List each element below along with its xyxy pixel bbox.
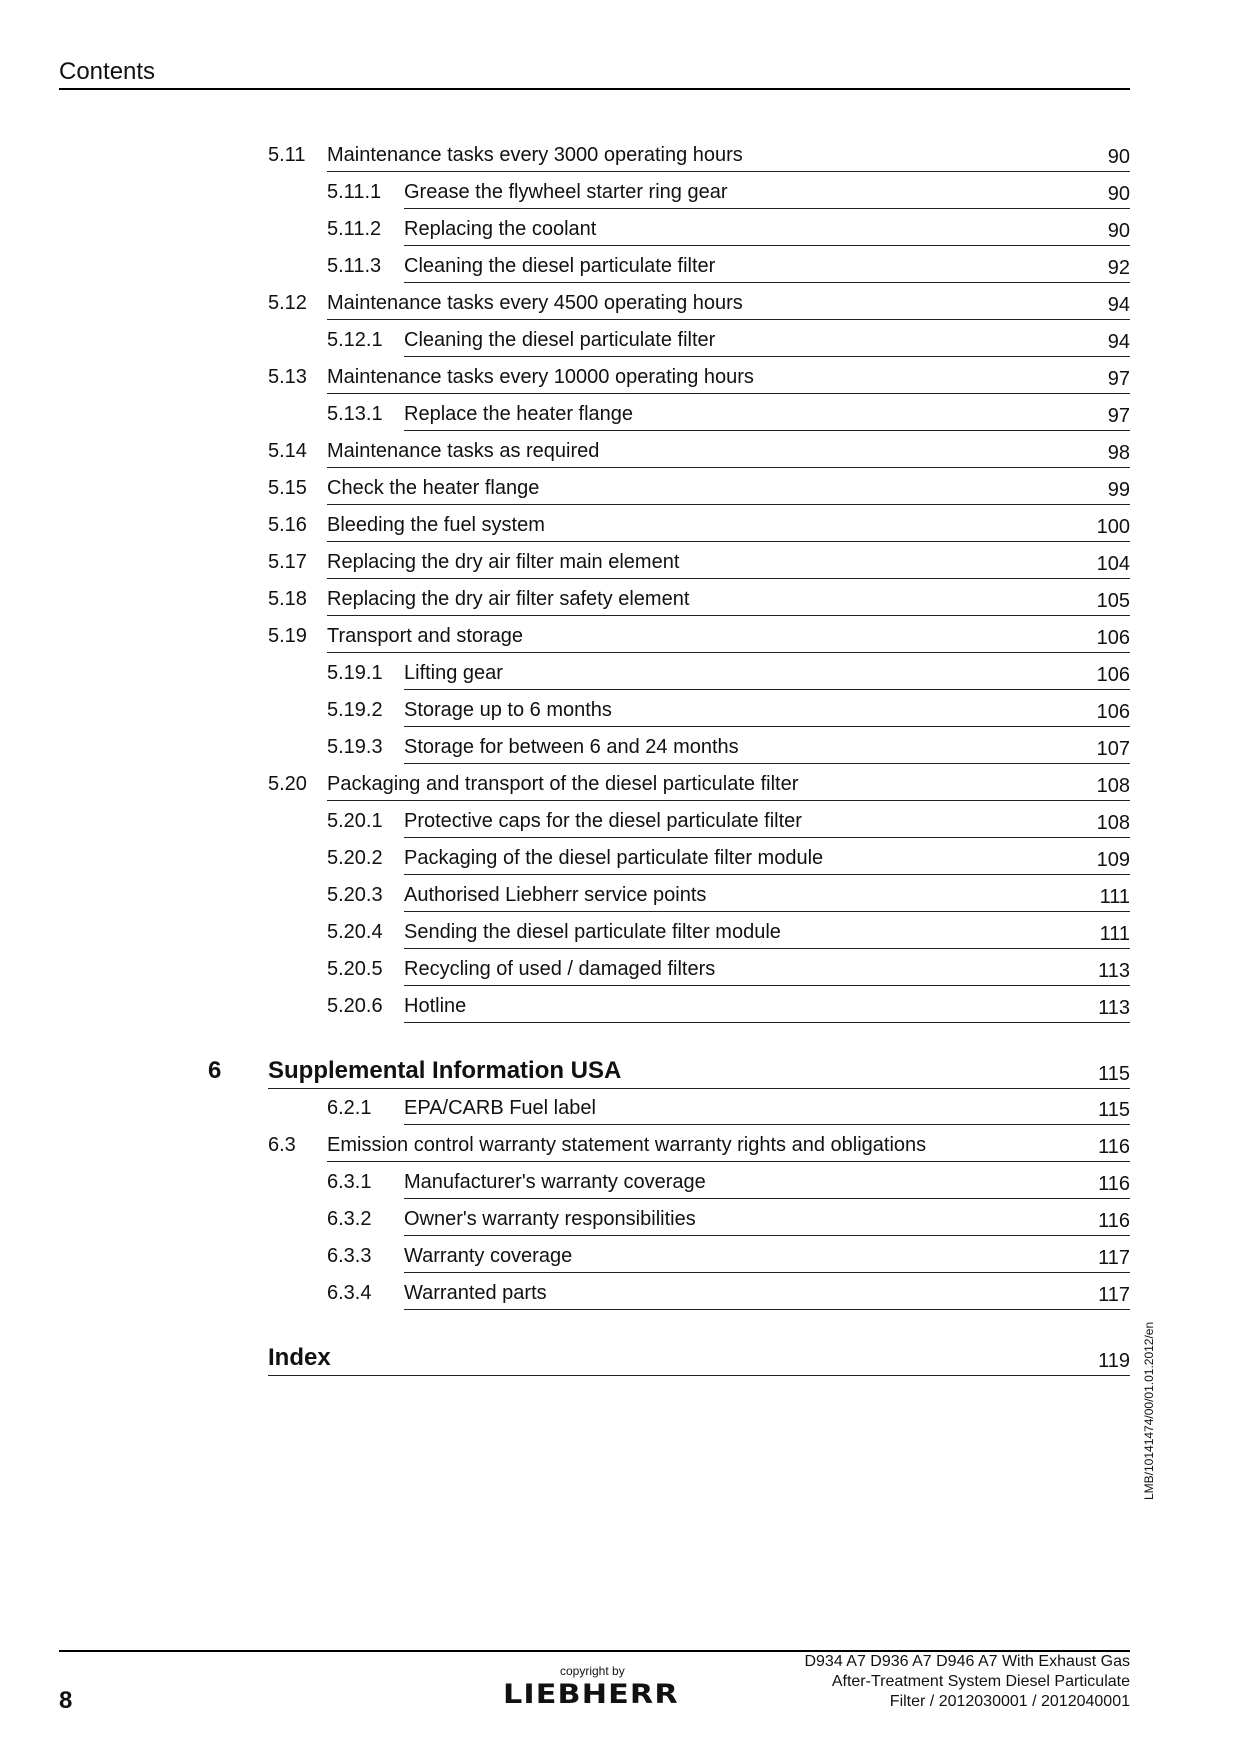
toc-entry[interactable]	[0, 144, 1241, 184]
toc-entry-rule	[327, 1161, 1130, 1162]
toc-entry-rule	[404, 1198, 1130, 1199]
toc-entry-title: Maintenance tasks as required	[327, 440, 600, 462]
toc-entry-page: 107	[1096, 738, 1130, 760]
toc-entry[interactable]	[0, 1282, 1241, 1322]
toc-entry-page: 90	[1107, 146, 1130, 168]
toc-entry-rule	[404, 874, 1130, 875]
toc-entry[interactable]	[0, 292, 1241, 332]
toc-entry-rule	[404, 282, 1130, 283]
toc-entry-number: 5.20.3	[327, 884, 383, 906]
page-header-title: Contents	[59, 58, 156, 85]
toc-entry-page: 94	[1107, 294, 1130, 316]
toc-entry-page: 116	[1098, 1136, 1130, 1158]
toc-entry-rule	[404, 948, 1130, 949]
toc-entry-page: 94	[1107, 331, 1130, 353]
toc-entry[interactable]	[0, 366, 1241, 406]
toc-entry-number: 6.3.2	[327, 1208, 372, 1230]
toc-entry-page: 98	[1107, 442, 1130, 464]
toc-entry-page: 106	[1096, 664, 1130, 686]
toc-entry-title: Cleaning the diesel particulate filter	[404, 255, 716, 277]
toc-entry-page: 106	[1096, 627, 1130, 649]
toc-entry[interactable]	[0, 551, 1241, 591]
toc-entry[interactable]	[0, 773, 1241, 813]
toc-entry[interactable]	[0, 1344, 1241, 1388]
toc-entry-page: 116	[1098, 1173, 1130, 1195]
toc-entry-rule	[327, 504, 1130, 505]
toc-entry-title: EPA/CARB Fuel label	[404, 1097, 596, 1119]
toc-entry-page: 116	[1098, 1210, 1130, 1232]
toc-entry[interactable]	[0, 218, 1241, 258]
toc-entry-rule	[404, 985, 1130, 986]
toc-entry-title: Supplemental Information USA	[268, 1057, 622, 1084]
toc-entry-number: 6	[208, 1057, 222, 1084]
toc-entry[interactable]	[0, 699, 1241, 739]
document-info-line: D934 A7 D936 A7 D946 A7 With Exhaust Gas	[804, 1653, 1130, 1670]
toc-entry-title: Bleeding the fuel system	[327, 514, 545, 536]
toc-entry-title: Replacing the dry air filter main element	[327, 551, 680, 573]
toc-entry-page: 97	[1107, 405, 1130, 427]
toc-entry-number: 5.19	[268, 625, 307, 647]
toc-entry-title: Hotline	[404, 995, 467, 1017]
toc-entry-rule	[268, 1375, 1130, 1376]
toc-entry-number: 5.20	[268, 773, 307, 795]
toc-entry-title: Authorised Liebherr service points	[404, 884, 707, 906]
toc-entry-title: Storage for between 6 and 24 months	[404, 736, 739, 758]
toc-entry-title: Index	[268, 1344, 331, 1371]
toc-entry-title: Packaging of the diesel particulate filter module	[404, 847, 824, 869]
toc-entry-number: 5.14	[268, 440, 307, 462]
toc-entry-number: 5.15	[268, 477, 307, 499]
toc-entry-rule	[327, 171, 1130, 172]
toc-entry-number: 5.13	[268, 366, 307, 388]
toc-entry-page: 117	[1098, 1284, 1130, 1306]
toc-entry-number: 5.17	[268, 551, 307, 573]
toc-entry[interactable]	[0, 1097, 1241, 1137]
toc-entry-rule	[404, 911, 1130, 912]
toc-entry-number: 6.3.1	[327, 1171, 372, 1193]
toc-entry-number: 6.2.1	[327, 1097, 372, 1119]
toc-entry-page: 105	[1096, 590, 1130, 612]
toc-entry-title: Warranty coverage	[404, 1245, 573, 1267]
toc-entry-title: Maintenance tasks every 4500 operating hours	[327, 292, 743, 314]
toc-entry-number: 5.11.1	[327, 181, 382, 203]
document-info	[804, 1652, 1130, 1712]
toc-entry-title: Protective caps for the diesel particulate filter	[404, 810, 802, 832]
toc-entry[interactable]	[0, 440, 1241, 480]
toc-entry-number: 5.20.4	[327, 921, 383, 943]
toc-entry-title: Replace the heater flange	[404, 403, 634, 425]
toc-entry[interactable]	[0, 588, 1241, 628]
toc-entry[interactable]	[0, 181, 1241, 221]
toc-entry-page: 111	[1099, 886, 1130, 908]
toc-entry-title: Sending the diesel particulate filter module	[404, 921, 781, 943]
toc-entry-title: Warranted parts	[404, 1282, 547, 1304]
toc-entry-title: Maintenance tasks every 3000 operating hours	[327, 144, 743, 166]
toc-entry[interactable]	[0, 514, 1241, 554]
toc-entry-number: 5.19.3	[327, 736, 383, 758]
toc-entry-page: 119	[1098, 1350, 1130, 1372]
toc-entry-page: 90	[1107, 183, 1130, 205]
toc-entry-title: Owner's warranty responsibilities	[404, 1208, 696, 1230]
toc-entry-number: 6.3.3	[327, 1245, 372, 1267]
copyright-text: copyright by	[560, 1664, 625, 1678]
toc-entry-page: 117	[1098, 1247, 1130, 1269]
toc-entry-rule	[327, 578, 1130, 579]
toc-entry-rule	[327, 319, 1130, 320]
toc-entry-rule	[327, 800, 1130, 801]
toc-entry-title: Storage up to 6 months	[404, 699, 612, 721]
toc-entry[interactable]	[0, 1208, 1241, 1248]
toc-entry-page: 108	[1096, 812, 1130, 834]
toc-entry-title: Replacing the coolant	[404, 218, 597, 240]
toc-entry-rule	[404, 837, 1130, 838]
toc-entry-rule	[327, 393, 1130, 394]
toc-entry-number: 6.3	[268, 1134, 296, 1156]
toc-entry[interactable]	[0, 847, 1241, 887]
toc-entry[interactable]	[0, 1171, 1241, 1211]
toc-entry[interactable]	[0, 255, 1241, 295]
toc-entry[interactable]	[0, 884, 1241, 924]
toc-entry-rule	[327, 652, 1130, 653]
toc-entry-rule	[404, 1309, 1130, 1310]
toc-entry-page: 115	[1098, 1063, 1130, 1085]
toc-entry-page: 92	[1107, 257, 1130, 279]
toc-entry-rule	[404, 356, 1130, 357]
toc-entry-number: 5.19.2	[327, 699, 383, 721]
toc-entry-number: 5.16	[268, 514, 307, 536]
toc-entry-title: Manufacturer's warranty coverage	[404, 1171, 706, 1193]
toc-entry-rule	[327, 467, 1130, 468]
toc-entry-page: 106	[1096, 701, 1130, 723]
toc-entry-title: Transport and storage	[327, 625, 524, 647]
toc-entry-page: 97	[1107, 368, 1130, 390]
toc-entry-number: 5.20.5	[327, 958, 383, 980]
toc-entry-number: 5.12	[268, 292, 307, 314]
document-code: LMB/10141474/00/01.01.2012/en	[1142, 1321, 1156, 1500]
toc-entry[interactable]	[0, 662, 1241, 702]
toc-entry-rule	[404, 1235, 1130, 1236]
toc-entry-page: 113	[1098, 997, 1130, 1019]
toc-entry-page: 90	[1107, 220, 1130, 242]
toc-entry-page: 111	[1099, 923, 1130, 945]
toc-entry-rule	[327, 541, 1130, 542]
toc-entry-number: 5.11.3	[327, 255, 382, 277]
toc-entry-title: Packaging and transport of the diesel particulate filter	[327, 773, 799, 795]
toc-entry-page: 99	[1107, 479, 1130, 501]
toc-entry-title: Check the heater flange	[327, 477, 540, 499]
toc-entry-number: 6.3.4	[327, 1282, 372, 1304]
toc-entry[interactable]	[0, 403, 1241, 443]
toc-entry-page: 104	[1096, 553, 1130, 575]
toc-entry[interactable]	[0, 329, 1241, 369]
toc-entry-rule	[327, 615, 1130, 616]
toc-entry-title: Emission control warranty statement warranty rights and obligations	[327, 1134, 927, 1156]
toc-entry-rule	[268, 1088, 1130, 1089]
toc-entry-rule	[404, 208, 1130, 209]
toc-entry-number: 5.11.2	[327, 218, 382, 240]
document-info-line: After-Treatment System Diesel Particulate	[831, 1673, 1130, 1690]
toc-entry-rule	[404, 430, 1130, 431]
toc-entry-title: Replacing the dry air filter safety element	[327, 588, 690, 610]
toc-entry-title: Recycling of used / damaged filters	[404, 958, 716, 980]
toc-entry-title: Grease the flywheel starter ring gear	[404, 181, 728, 203]
toc-entry-page: 100	[1096, 516, 1130, 538]
toc-entry-rule	[404, 1124, 1130, 1125]
toc-entry-title: Cleaning the diesel particulate filter	[404, 329, 716, 351]
toc-entry-rule	[404, 245, 1130, 246]
toc-entry-rule	[404, 1272, 1130, 1273]
liebherr-logo: LIEBHERR	[503, 1679, 679, 1710]
toc-entry-number: 5.19.1	[327, 662, 383, 684]
toc-entry-page: 113	[1098, 960, 1130, 982]
toc-entry[interactable]	[0, 958, 1241, 998]
toc-entry[interactable]	[0, 995, 1241, 1035]
document-info-line: Filter / 2012030001 / 2012040001	[889, 1693, 1130, 1710]
toc-entry-title: Maintenance tasks every 10000 operating hours	[327, 366, 754, 388]
toc-entry[interactable]	[0, 921, 1241, 961]
toc-entry-page: 108	[1096, 775, 1130, 797]
page-number: 8	[59, 1687, 73, 1714]
toc-entry-page: 115	[1098, 1099, 1130, 1121]
toc-entry-page: 109	[1096, 849, 1130, 871]
toc-entry[interactable]	[0, 1134, 1241, 1174]
toc-entry-number: 5.13.1	[327, 403, 383, 425]
toc-entry-number: 5.11	[268, 144, 306, 166]
toc-entry-rule	[404, 726, 1130, 727]
toc-entry-rule	[404, 763, 1130, 764]
toc-entry-title: Lifting gear	[404, 662, 503, 684]
toc-entry-number: 5.20.1	[327, 810, 383, 832]
toc-entry[interactable]	[0, 1245, 1241, 1285]
toc-entry[interactable]	[0, 477, 1241, 517]
toc-entry-number: 5.20.2	[327, 847, 383, 869]
toc-entry[interactable]	[0, 810, 1241, 850]
toc-entry-number: 5.18	[268, 588, 307, 610]
toc-entry-rule	[404, 1022, 1130, 1023]
toc-entry[interactable]	[0, 1057, 1241, 1101]
toc-entry-rule	[404, 689, 1130, 690]
toc-entry[interactable]	[0, 736, 1241, 776]
toc-entry-number: 5.20.6	[327, 995, 383, 1017]
toc-entry[interactable]	[0, 625, 1241, 665]
toc-entry-number: 5.12.1	[327, 329, 383, 351]
